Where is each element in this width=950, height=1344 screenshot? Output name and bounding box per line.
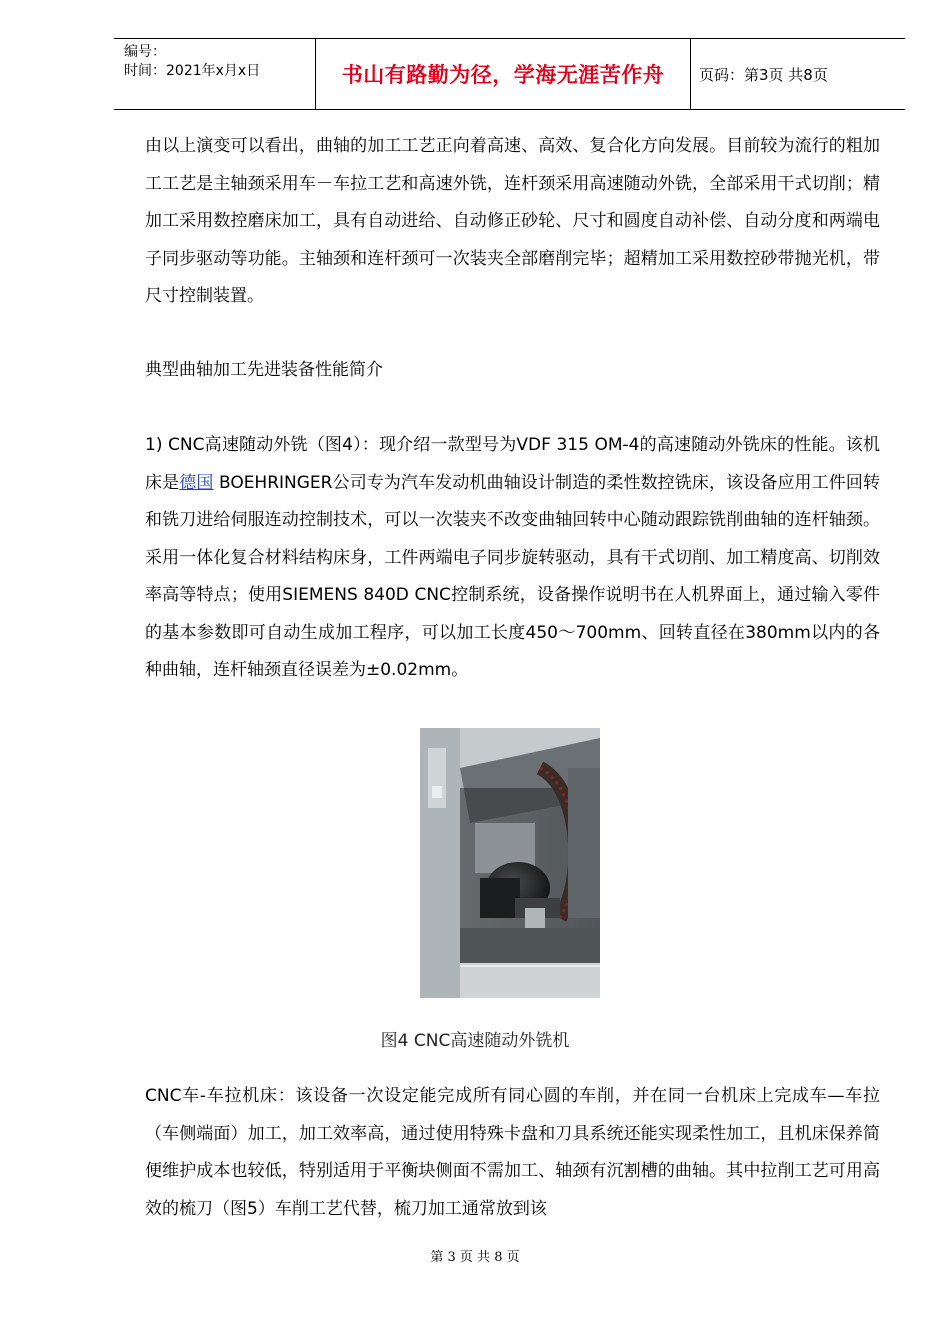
paragraph-turn-broach: CNC车-车拉机床：该设备一次设定能完成所有同心圆的车削，并在同一台机床上完成车—车拉（车侧端面）加工，加工效率高，通过使用特殊卡盘和刀具系统还能实现柔性加工，且机床保养简便维护成本也较低，特别适用于平衡块侧面不需加工、轴颈有沉割槽的曲轴。其中拉削工艺可用高效的梳刀（图5）车削工艺代替，梳刀加工通常放到该	[145, 1086, 880, 1219]
number-label: 编号：	[124, 44, 166, 60]
paragraph-text-b: BOEHRINGER公司专为汽车发动机曲轴设计制造的柔性数控铣床，该设备应用工件回转和铣刀进给伺服连动控制技术，可以一次装夹不改变曲轴回转中心随动跟踪铣削曲轴的连杆轴颈。采用一体化复合材料结构床身，工件两端电子同步旋转驱动，具有干式切削、加工精度高、切削效率高等特点；使用SIEMENS 840D CNC控制系统，设备操作说明书在人机界面上，通过输入零件的基本参数即可自动生成加工程序，可以加工长度450～700mm、回转直径在380mm以内的各种曲轴，连杆轴颈直径误差为±0.02mm。	[145, 472, 880, 680]
page-footer: 第 3 页 共 8 页	[430, 1250, 520, 1265]
header-motto: 书山有路勤为径，学海无涯苦作舟	[315, 39, 691, 109]
paragraph-process-trend: 由以上演变可以看出，曲轴的加工工艺正向着高速、高效、复合化方向发展。目前较为流行的粗加工工艺是主轴颈采用车－车拉工艺和高速外铣，连杆颈采用高速随动外铣，全部采用干式切削；精加工采用数控磨床加工，具有自动进给、自动修正砂轮、尺寸和圆度自动补偿、自动分度和两端电子同步驱动等功能。主轴颈和连杆颈可一次装夹全部磨削完毕；超精加工采用数控砂带抛光机，带尺寸控制装置。	[145, 136, 880, 306]
figure-caption: 图4 CNC高速随动外铣机	[380, 1031, 570, 1051]
section-heading: 典型曲轴加工先进装备性能简介	[145, 360, 383, 380]
cnc-milling-machine-photo	[420, 728, 600, 998]
header-page-info: 页码：第3页 共8页	[699, 65, 828, 84]
header-meta	[114, 39, 314, 109]
paragraph-text-a: 1) CNC高速随动外铣（图4）：现介绍一款型号为VDF 315 OM-4的高速随动外铣床的性能。该机床是	[145, 435, 880, 493]
paragraph-cnc-milling	[145, 427, 880, 690]
germany-link[interactable]: 德国	[179, 472, 214, 493]
time-label: 时间：2021年x月x日	[124, 63, 261, 79]
page-header	[114, 38, 905, 110]
